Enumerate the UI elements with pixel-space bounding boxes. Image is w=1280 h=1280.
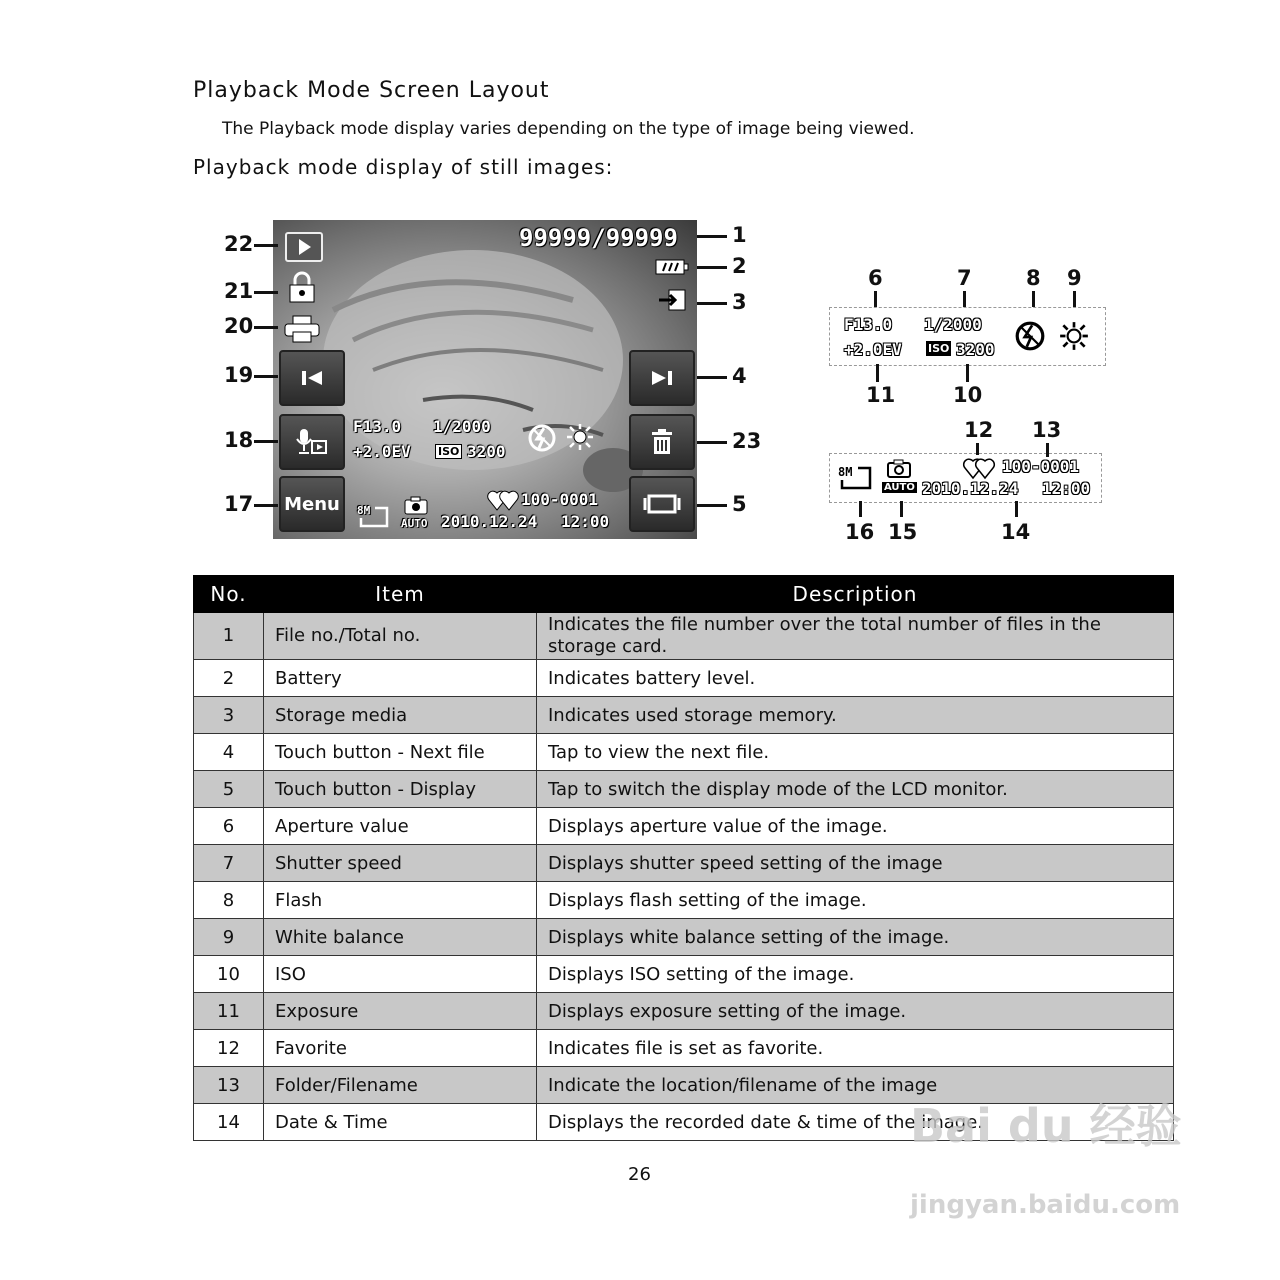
previous-file-button[interactable] — [279, 350, 345, 406]
row-description: Displays exposure setting of the image. — [537, 993, 1174, 1030]
callout-line — [1015, 501, 1018, 517]
skip-next-icon — [650, 368, 674, 388]
table-row — [194, 993, 1174, 1030]
storage-media-icon — [657, 288, 687, 312]
panel-iso-badge: ISO — [928, 342, 950, 355]
callout-line — [976, 443, 979, 455]
row-item: Folder/Filename — [264, 1067, 537, 1104]
header-item: Item — [264, 576, 537, 613]
battery-icon — [655, 258, 689, 276]
callout-line — [1073, 291, 1076, 307]
callout-line — [876, 364, 879, 382]
row-item: Shutter speed — [264, 845, 537, 882]
camera-playback-screen — [273, 220, 697, 539]
row-number: 6 — [194, 808, 264, 845]
voice-memo-icon — [294, 427, 330, 457]
panel-aperture: F13.0 — [844, 315, 893, 334]
flash-off-icon — [527, 423, 557, 453]
callout-number: 23 — [732, 429, 762, 453]
callout-line — [1046, 443, 1049, 457]
row-item: Touch button - Next file — [264, 734, 537, 771]
header-description: Description — [537, 576, 1174, 613]
voice-memo-button[interactable] — [279, 414, 345, 470]
callout-line — [254, 326, 278, 329]
table-row — [194, 771, 1174, 808]
row-item: Flash — [264, 882, 537, 919]
callout-number: 16 — [845, 520, 875, 544]
page-number: 26 — [628, 1164, 651, 1185]
row-description: Indicate the location/filename of the image — [537, 1067, 1174, 1104]
callout-line — [966, 364, 969, 382]
row-number: 13 — [194, 1067, 264, 1104]
folder-filename: 100-0001 — [521, 490, 599, 509]
callout-number: 2 — [732, 254, 747, 278]
iso-value: 3200 — [467, 442, 506, 461]
row-number: 2 — [194, 660, 264, 697]
exposure-info-panel — [829, 307, 1106, 366]
intro-text: The Playback mode display varies depending on the type of image being viewed. — [222, 119, 915, 139]
table-row — [194, 1030, 1174, 1067]
callout-number: 9 — [1067, 266, 1082, 290]
callout-number: 3 — [732, 290, 747, 314]
resolution-label: 8M — [357, 504, 371, 517]
file-info-panel — [829, 453, 1102, 503]
callout-number: 14 — [1001, 520, 1031, 544]
iso-badge: ISO — [435, 444, 462, 459]
callout-number: 13 — [1032, 418, 1062, 442]
print-icon — [283, 314, 321, 344]
callout-number: 10 — [953, 383, 983, 407]
callout-number: 15 — [888, 520, 918, 544]
callout-line — [697, 376, 727, 379]
row-description: Displays the recorded date & time of the image. — [537, 1104, 1174, 1141]
row-item: White balance — [264, 919, 537, 956]
camera-icon — [403, 495, 429, 515]
callout-number: 6 — [868, 266, 883, 290]
table-row — [194, 660, 1174, 697]
resolution-frame-icon — [357, 504, 393, 530]
callout-number: 21 — [224, 279, 254, 303]
callout-line — [254, 291, 278, 294]
baidu-watermark: Bai du 经验 — [910, 1099, 1182, 1153]
page-heading: Playback Mode Screen Layout — [193, 78, 550, 103]
row-description: Displays flash setting of the image. — [537, 882, 1174, 919]
row-description: Displays shutter speed setting of the image — [537, 845, 1174, 882]
callout-line — [963, 291, 966, 307]
row-item: Battery — [264, 660, 537, 697]
callout-number: 18 — [224, 428, 254, 452]
next-file-button[interactable] — [629, 350, 695, 406]
panel-camera-icon — [886, 458, 912, 478]
row-description: Indicates file is set as favorite. — [537, 1030, 1174, 1067]
row-item: Touch button - Display — [264, 771, 537, 808]
row-number: 7 — [194, 845, 264, 882]
favorite-heart-icon — [487, 488, 521, 512]
white-balance-sun-icon — [565, 422, 595, 452]
menu-button[interactable]: Menu — [279, 476, 345, 532]
callout-number: 1 — [732, 223, 747, 247]
row-number: 1 — [194, 613, 264, 660]
exposure-value: +2.0EV — [353, 442, 411, 461]
table-header-row — [194, 576, 1174, 613]
row-description: Tap to switch the display mode of the LCD monitor. — [537, 771, 1174, 808]
row-description: Indicates the file number over the total number of files in the storage card. — [537, 613, 1174, 660]
row-description: Displays aperture value of the image. — [537, 808, 1174, 845]
section-subheading: Playback mode display of still images: — [193, 155, 614, 179]
callout-number: 5 — [732, 492, 747, 516]
row-description: Displays white balance setting of the image. — [537, 919, 1174, 956]
callout-line — [874, 291, 877, 307]
table-row — [194, 734, 1174, 771]
callout-number: 4 — [732, 364, 747, 388]
callout-line — [254, 504, 278, 507]
callout-number: 19 — [224, 363, 254, 387]
callout-number: 7 — [957, 266, 972, 290]
row-item: Date & Time — [264, 1104, 537, 1141]
callout-line — [900, 501, 903, 517]
row-number: 9 — [194, 919, 264, 956]
record-time: 12:00 — [561, 512, 610, 531]
panel-iso-value: 3200 — [956, 340, 995, 359]
display-icon — [643, 492, 681, 516]
svg-text:8M: 8M — [838, 465, 853, 479]
row-item: Storage media — [264, 697, 537, 734]
auto-mode-label: AUTO — [401, 517, 428, 530]
callout-line — [697, 504, 727, 507]
aperture-value: F13.0 — [353, 417, 402, 436]
shutter-speed: 1/2000 — [433, 417, 491, 436]
table-row — [194, 882, 1174, 919]
baidu-watermark-url: jingyan.baidu.com — [910, 1190, 1181, 1220]
row-description: Indicates battery level. — [537, 660, 1174, 697]
display-mode-button[interactable] — [629, 476, 695, 532]
row-description: Tap to view the next file. — [537, 734, 1174, 771]
callout-line — [254, 440, 278, 443]
row-number: 10 — [194, 956, 264, 993]
row-item: ISO — [264, 956, 537, 993]
panel-favorite-icon — [962, 456, 998, 480]
callout-line — [697, 441, 727, 444]
panel-resolution-icon — [836, 462, 876, 494]
items-table — [193, 575, 1174, 1141]
table-row — [194, 845, 1174, 882]
header-no: No. — [194, 576, 264, 613]
table-row — [194, 956, 1174, 993]
callout-line — [697, 302, 727, 305]
table-row — [194, 919, 1174, 956]
callout-number: 8 — [1026, 266, 1041, 290]
row-number: 11 — [194, 993, 264, 1030]
panel-date: 2010.12.24 — [922, 479, 1019, 498]
row-number: 8 — [194, 882, 264, 919]
callout-number: 12 — [964, 418, 994, 442]
row-item: Favorite — [264, 1030, 537, 1067]
file-counter: 99999/99999 — [519, 224, 678, 252]
row-number: 12 — [194, 1030, 264, 1067]
delete-button[interactable] — [629, 414, 695, 470]
row-number: 3 — [194, 697, 264, 734]
callout-line — [254, 375, 278, 378]
panel-auto-label: AUTO — [884, 482, 915, 493]
row-description: Indicates used storage memory. — [537, 697, 1174, 734]
panel-shutter: 1/2000 — [924, 315, 982, 334]
panel-exposure: +2.0EV — [844, 340, 902, 359]
row-item: Exposure — [264, 993, 537, 1030]
callout-number: 17 — [224, 492, 254, 516]
row-description: Displays ISO setting of the image. — [537, 956, 1174, 993]
trash-icon — [649, 428, 675, 456]
callout-number: 11 — [866, 383, 896, 407]
callout-line — [859, 501, 862, 517]
panel-filename: 100-0001 — [1002, 457, 1080, 476]
panel-time: 12:00 — [1042, 479, 1091, 498]
skip-previous-icon — [300, 368, 324, 388]
row-number: 14 — [194, 1104, 264, 1141]
row-item: Aperture value — [264, 808, 537, 845]
callout-number: 22 — [224, 232, 254, 256]
callout-line — [697, 235, 727, 238]
callout-line — [1032, 291, 1035, 307]
record-date: 2010.12.24 — [441, 512, 538, 531]
row-number: 5 — [194, 771, 264, 808]
panel-white-balance-icon — [1058, 320, 1090, 352]
callout-line — [254, 244, 278, 247]
panel-flash-off-icon — [1014, 320, 1046, 352]
table-row — [194, 808, 1174, 845]
callout-line — [697, 266, 727, 269]
row-number: 4 — [194, 734, 264, 771]
callout-number: 20 — [224, 314, 254, 338]
row-item: File no./Total no. — [264, 613, 537, 660]
protect-lock-icon — [287, 270, 317, 304]
table-row — [194, 613, 1174, 660]
table-row — [194, 697, 1174, 734]
playback-mode-icon — [285, 232, 323, 262]
